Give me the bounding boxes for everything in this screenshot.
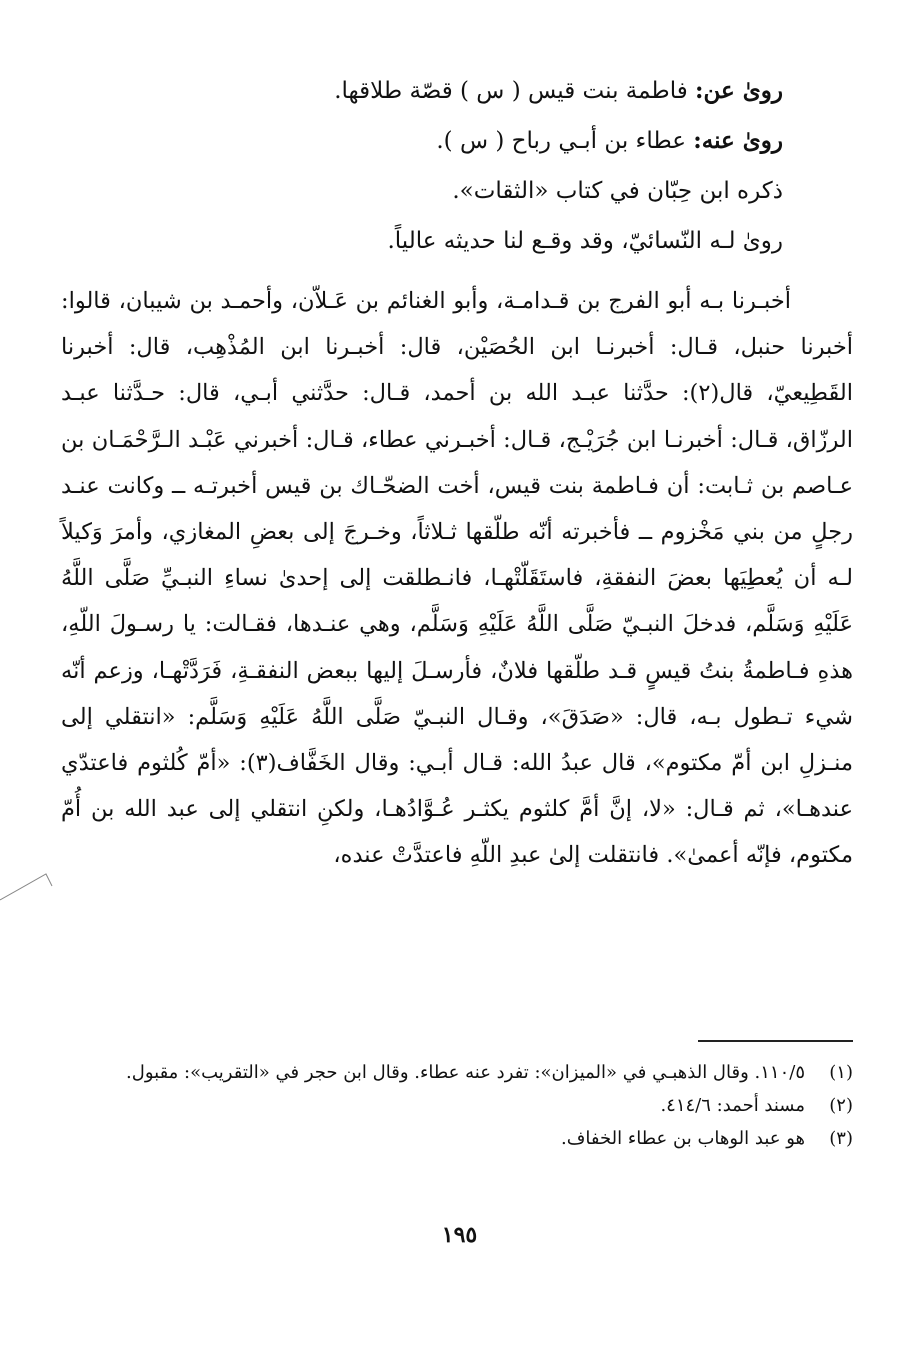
- footnote-text: هو عبد الوهاب بن عطاء الخفاف.: [561, 1128, 805, 1149]
- footnote-number: (٣): [829, 1128, 853, 1149]
- narrated-by-text: عطاء بن أبـي رباح ( س ).: [436, 128, 694, 154]
- mention-line: ذكره ابن حِبّان في كتاب «الثقات».: [452, 178, 783, 204]
- narrated-by-label: روىٰ عنه:: [693, 127, 783, 154]
- narrated-by-line: [223, 116, 783, 166]
- hadith-paragraph: أخبـرنا بـه أبو الفرج بن قـدامـة، وأبو الغنائم بن عَـلاّن، وأحمـد بن شيبان، قالوا: أخبرنا حنبل، قـال: أخبرنـا ابن الحُصَيْن، قال: أخبـرنا ابن المُذْهِب، قال: أخبرنا القَطِيعيّ، قال(٢): حدَّثنا عبـد الله بن أحمد، قـال: حدَّثني أبـي، قال: حـدَّثنا عبـد الرزّاق، قـال: أخبرنـا ابن جُرَيْـج، قـال: أخبـرني عطاء، قـال: أخبرني عَبْـد الـرَّحْمَـان بن عـاصم بن ثـابت: أن فـاطمة بنت قيس، أخت الضحّـاك بن قيس أخبرتـه ــ وكانت عنـد رجلٍ من بني مَخْزوم ــ فأخبرته أنّه طلّقها ثـلاثاً، وخـرجَ إلى بعضِ المغازي، وأمرَ وَكيلاً لـه أن يُعطِيَها بعضَ النفقةِ، فاستَقَلّتْهـا، فانـطلقت إلى إحدىٰ نساءِ النبـيِّ صَلَّى اللَّهُ عَلَيْهِ وَسَلَّم، فدخلَ النبـيّ صَلَّى اللَّهُ عَلَيْهِ وَسَلَّم، وهي عنـدها، فقـالت: يا رسـولَ اللّهِ، هذهِ فـاطمةُ بنتُ قيسٍ قـد طلّقها فلانٌ، فأرسـلَ إليها ببعض النفقـةِ، فَرَدَّتْهـا، وزعم أنّه شيء تـطول بـه، قال: «صَدَقَ»، وقـال النبـيّ صَلَّى اللَّهُ عَلَيْهِ وَسَلَّم: «انتقلي إلى منـزلِ ابن أمّ مكتوم»، قال عبدُ الله: قـال أبـي: وقال الخَفَّاف(٣): «أمّ كُلثوم فاعتدّي عندهـا»، ثم قـال: «لا، إنَّ أمَّ كلثوم يكثـر عُـوَّادُهـا، ولكنِ انتقلي إلى عبد الله بن أُمّ مكتوم، فإنّه أعمىٰ». فانتقلت إلىٰ عبدِ اللّهِ فاعتدَّتْ عنده،: [61, 288, 854, 869]
- hadith-body: [61, 278, 853, 879]
- margin-mark: [0, 852, 70, 912]
- footnote-item: [61, 1056, 853, 1089]
- footnote-number: (٢): [829, 1095, 853, 1116]
- narration-line: روىٰ لـه النّسائيّ، وقد وقـع لنا حديثه عالياً.: [387, 228, 783, 254]
- footnote-item: [61, 1122, 853, 1155]
- footnote-text: ١١٠/٥. وقال الذهبـي في «الميزان»: تفرد عنه عطاء. وقال ابن حجر في «التقريب»: مقبول.: [126, 1062, 805, 1083]
- footnote-number: (١): [829, 1062, 853, 1083]
- footnote-text: مسند أحمد: ٤١٤/٦.: [660, 1095, 805, 1116]
- footnotes: [61, 1056, 853, 1155]
- narrated-from-line: [223, 66, 783, 116]
- page-number: ١٩٥: [441, 1222, 478, 1248]
- narrated-from-label: روىٰ عن:: [695, 77, 783, 104]
- footnote-separator: [698, 1040, 853, 1042]
- footnote-item: [61, 1089, 853, 1122]
- narrated-from-text: فاطمة بنت قيس ( س ) قصّة طلاقها.: [334, 78, 696, 104]
- narrator-info: [223, 66, 783, 266]
